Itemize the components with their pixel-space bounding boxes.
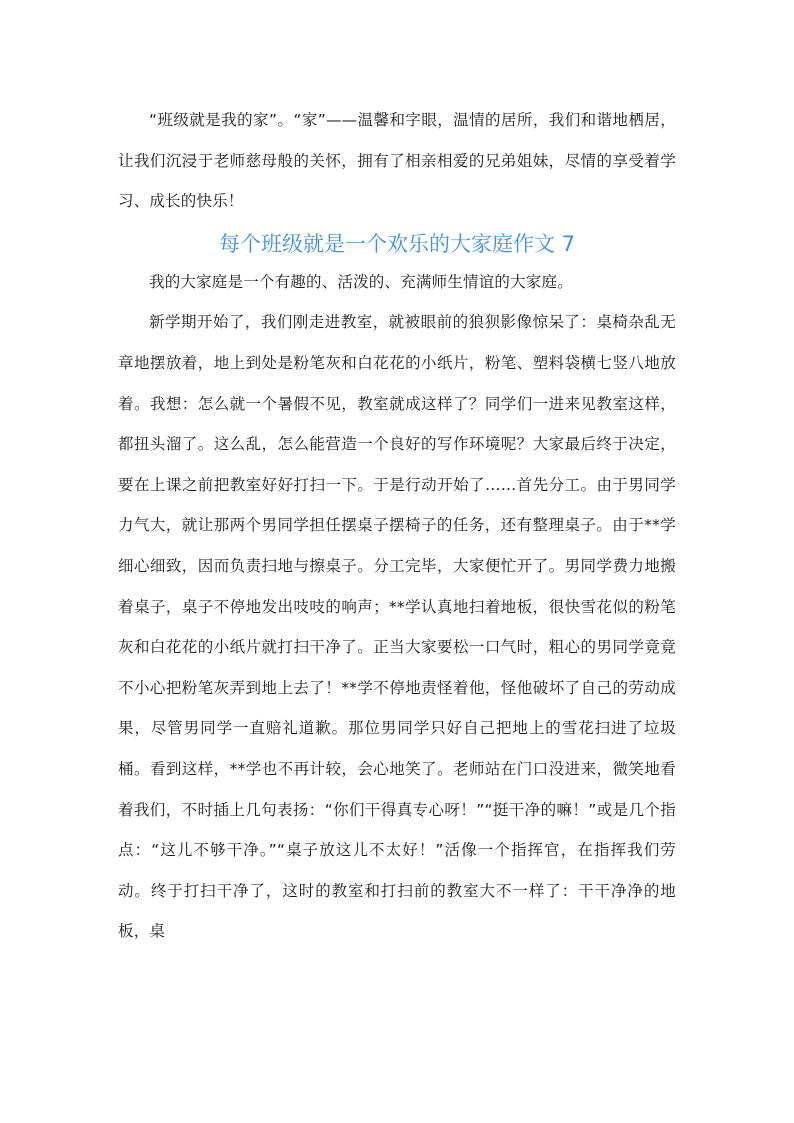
essay-paragraph-2: 新学期开始了，我们刚走进教室，就被眼前的狼狈影像惊呆了：桌椅杂乱无章地摆放着，地上到处是粉笔灰和白花花的小纸片，粉笔、塑料袋横七竖八地放着。我想：怎么就一个暑假不见，教室就成这样了？同学们一进来见教室这样，都扭头溜了。这么乱，怎么能营造一个良好的写作环境呢？大家最后终于决定，要在上课之前把教室好好打扫一下。于是行动开始了……首先分工。由于男同学力气大，就让那两个男同学担任摆桌子摆椅子的任务，还有整理桌子。由于**学细心细致，因而负责扫地与擦桌子。分工完毕，大家便忙开了。男同学费力地搬着桌子，桌子不停地发出吱吱的响声；**学认真地扫着地板，很快雪花似的粉笔灰和白花花的小纸片就打扫干净了。正当大家要松一口气时，粗心的男同学竟竟不小心把粉笔灰弄到地上去了！**学不停地责怪着他，怪他破坏了自己的劳动成果，尽管男同学一直赔礼道歉。那位男同学只好自己把地上的雪花扫进了垃圾桶。看到这样，**学也不再计较，会心地笑了。老师站在门口没进来，微笑地看着我们，不时插上几句表扬：“你们干得真专心呀！”“挺干净的嘛！”或是几个指点：“这儿不够干净。”“桌子放这儿不太好！”活像一个指挥官，在指挥我们劳动。终于打扫干净了，这时的教室和打扫前的教室大不一样了：干干净净的地板，桌 (118, 313, 676, 941)
intro-paragraph: “班级就是我的家”。“家”——温馨和字眼，温情的居所，我们和谐地栖居，让我们沉浸于老师慈母般的关怀，拥有了相亲相爱的兄弟姐妹，尽情的享受着学习、成长的快乐！ (118, 111, 676, 211)
essay-heading: 每个班级就是一个欢乐的大家庭作文 7 (218, 231, 576, 256)
essay-paragraph-1: 我的大家庭是一个有趣的、活泼的、充满师生情谊的大家庭。 (149, 272, 573, 291)
document-body (118, 100, 676, 952)
